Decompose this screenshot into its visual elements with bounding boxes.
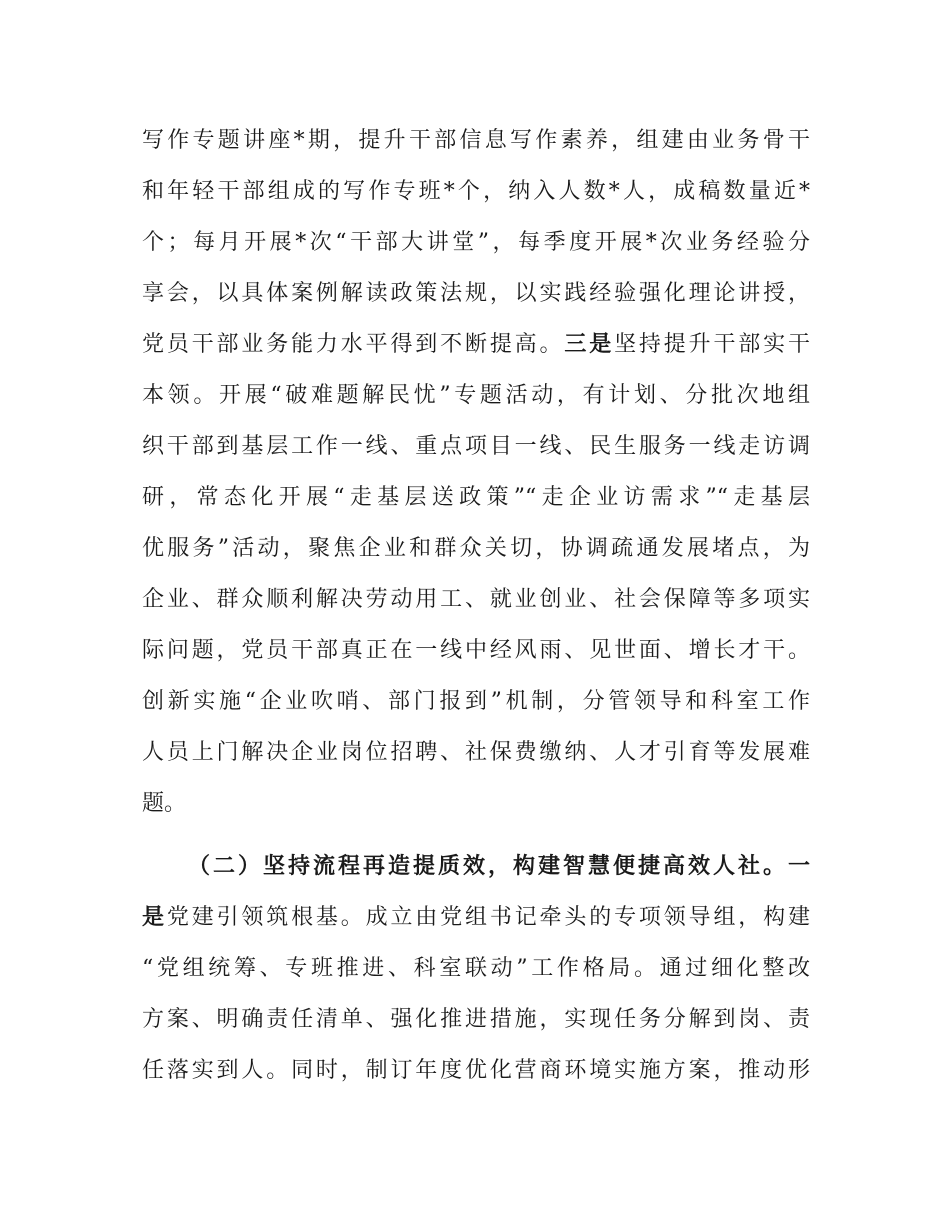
text-line [142, 900, 810, 936]
text-line: 人员上门解决企业岗位招聘、社保费缴纳、人才引育等发展难 [142, 740, 810, 765]
text-line: 企业、群众顺利解决劳动用工、就业创业、社会保障等多项实 [142, 587, 810, 612]
text-run: 党建引领筑根基。成立由党组书记牵头的专项领导组，构建 [166, 905, 810, 930]
section-heading: （二）坚持流程再造提质效，构建智慧便捷高效人社。一 [188, 854, 810, 879]
text-line: 创新实施“企业吹哨、部门报到”机制，分管领导和科室工作 [142, 689, 810, 714]
text-run: 党员干部业务能力水平得到不断提高。 [142, 332, 565, 357]
text-line: 优服务”活动，聚焦企业和群众关切，协调疏通发展堵点，为 [142, 536, 810, 561]
text-run: 坚持提升干部实干 [614, 332, 810, 357]
text-line: 写作专题讲座*期，提升干部信息写作素养，组建由业务骨干 [142, 128, 810, 153]
text-line: 享会，以具体案例解读政策法规，以实践经验强化理论讲授， [142, 281, 810, 306]
text-line: “党组统筹、专班推进、科室联动”工作格局。通过细化整改 [142, 956, 810, 981]
text-line: 方案、明确责任清单、强化推进措施，实现任务分解到岗、责 [142, 1007, 810, 1032]
text-line: 织干部到基层工作一线、重点项目一线、民生服务一线走访调 [142, 434, 810, 459]
text-line: 本领。开展“破难题解民忧”专题活动，有计划、分批次地组 [142, 383, 810, 408]
text-line: 个；每月开展*次“干部大讲堂”，每季度开展*次业务经验分 [142, 230, 810, 255]
text-line: 任落实到人。同时，制订年度优化营商环境实施方案，推动形 [142, 1058, 810, 1083]
text-line: 题。 [142, 791, 187, 816]
text-line: 研，常态化开展“走基层送政策”“走企业访需求”“走基层 [142, 485, 810, 510]
text-line [142, 327, 810, 363]
bold-marker: 是 [142, 905, 167, 930]
text-line: 际问题，党员干部真正在一线中经风雨、见世面、增长才干。 [142, 638, 810, 663]
bold-marker: 三是 [564, 332, 615, 357]
text-line: 和年轻干部组成的写作专班*个，纳入人数*人，成稿数量近* [142, 179, 810, 204]
